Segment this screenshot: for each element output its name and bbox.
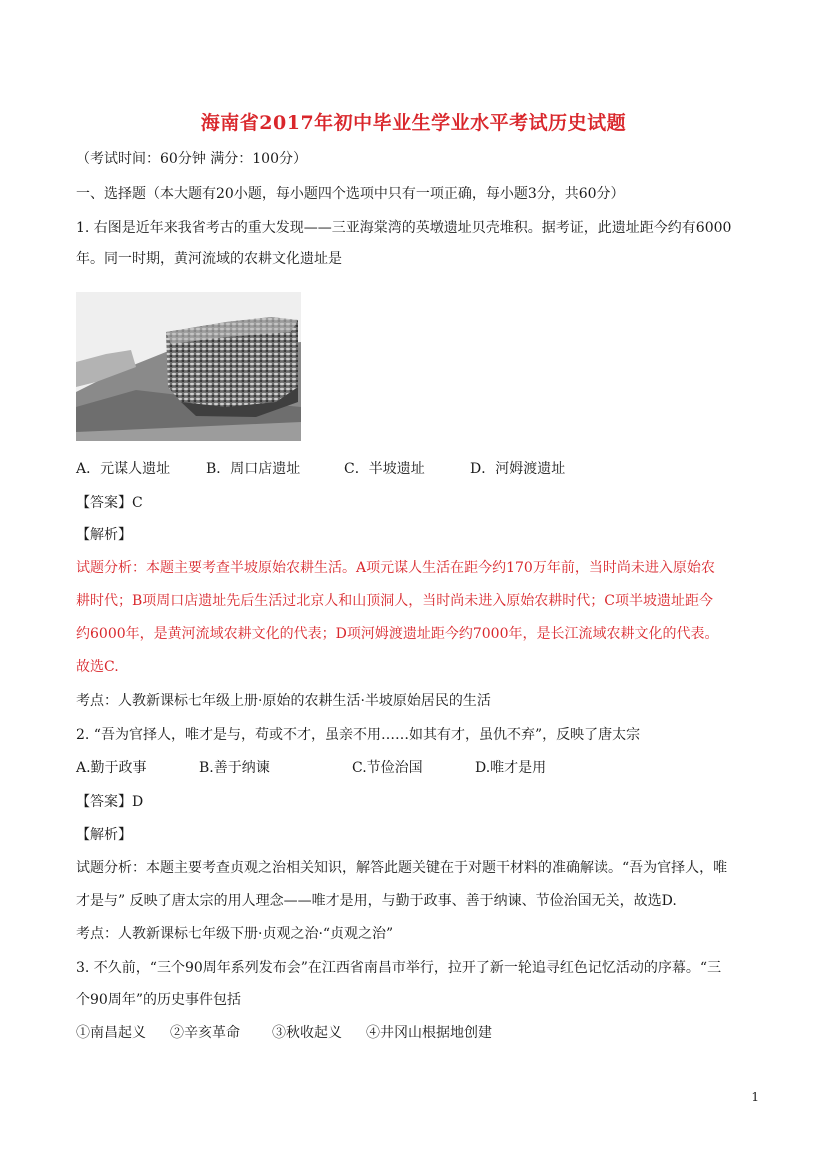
- q1-stem-line1: 1. 右图是近年来我省考古的重大发现——三亚海棠湾的英墩遗址贝壳堆积。据考证，此遗址距今约有6000: [76, 220, 732, 236]
- q1-analysis-line1: 试题分析：本题主要考查半坡原始农耕生活。A项元谋人生活在距今约170万年前，当时尚未进入原始农: [76, 560, 715, 576]
- q1-answer: 【答案】C: [76, 495, 143, 511]
- q2-analysis-line1: 试题分析：本题主要考查贞观之治相关知识，解答此题关键在于对题干材料的准确解读。“吾为官择人，唯: [76, 860, 728, 876]
- q3-item-1: ①南昌起义: [76, 1025, 146, 1041]
- q1-option-a: A．元谋人遗址: [76, 461, 171, 477]
- q2-option-d: D.唯才是用: [475, 760, 547, 776]
- q1-option-c: C．半坡遗址: [344, 461, 425, 477]
- q2-option-a: A.勤于政事: [76, 760, 147, 776]
- q3-stem-line2: 个90周年”的历史事件包括: [76, 992, 241, 1008]
- q1-option-b: B．周口店遗址: [206, 461, 301, 477]
- q3-item-2: ②辛亥革命: [170, 1025, 240, 1041]
- q3-item-4: ④井冈山根据地创建: [366, 1025, 492, 1041]
- q1-option-d: D．河姆渡遗址: [470, 461, 566, 477]
- q2-kaodian: 考点：人教新课标七年级下册·贞观之治·“贞观之治”: [76, 926, 394, 942]
- q1-analysis-label: 【解析】: [76, 527, 132, 543]
- section-heading: 一、选择题（本大题有20小题，每小题四个选项中只有一项正确，每小题3分，共60分）: [76, 186, 625, 202]
- q1-kaodian: 考点：人教新课标七年级上册·原始的农耕生活·半坡原始居民的生活: [76, 693, 491, 709]
- q2-analysis-label: 【解析】: [76, 827, 132, 843]
- q3-item-3: ③秋收起义: [272, 1025, 342, 1041]
- q2-analysis-line2: 才是与” 反映了唐太宗的用人理念——唯才是用，与勤于政事、善于纳谏、节俭治国无关，故选D.: [76, 893, 677, 909]
- q3-stem-line1: 3. 不久前，“三个90周年系列发布会”在江西省南昌市举行，拉开了新一轮追寻红色记忆活动的序幕。“三: [76, 960, 722, 976]
- page-title: 海南省2017年初中毕业生学业水平考试历史试题: [200, 112, 627, 134]
- page-number: 1: [751, 1090, 759, 1104]
- q2-answer: 【答案】D: [76, 794, 144, 810]
- q1-analysis-line3: 约6000年，是黄河流域农耕文化的代表；D项河姆渡遗址距今约7000年，是长江流域农耕文化的代表。: [76, 626, 719, 642]
- q1-analysis-line2: 耕时代；B项周口店遗址先后生活过北京人和山顶洞人，当时尚未进入原始农耕时代；C项半坡遗址距今: [76, 593, 713, 609]
- q2-stem: 2. “吾为官择人，唯才是与，苟或不才，虽亲不用……如其有才，虽仇不弃”，反映了唐太宗: [76, 727, 641, 743]
- exam-info: （考试时间：60分钟 满分：100分）: [76, 151, 307, 167]
- shell-mound-photo: [76, 292, 301, 441]
- q1-stem-line2: 年。同一时期，黄河流域的农耕文化遗址是: [76, 251, 342, 267]
- q2-option-b: B.善于纳谏: [199, 760, 270, 776]
- q1-analysis-line4: 故选C.: [76, 659, 119, 675]
- q2-option-c: C.节俭治国: [352, 760, 423, 776]
